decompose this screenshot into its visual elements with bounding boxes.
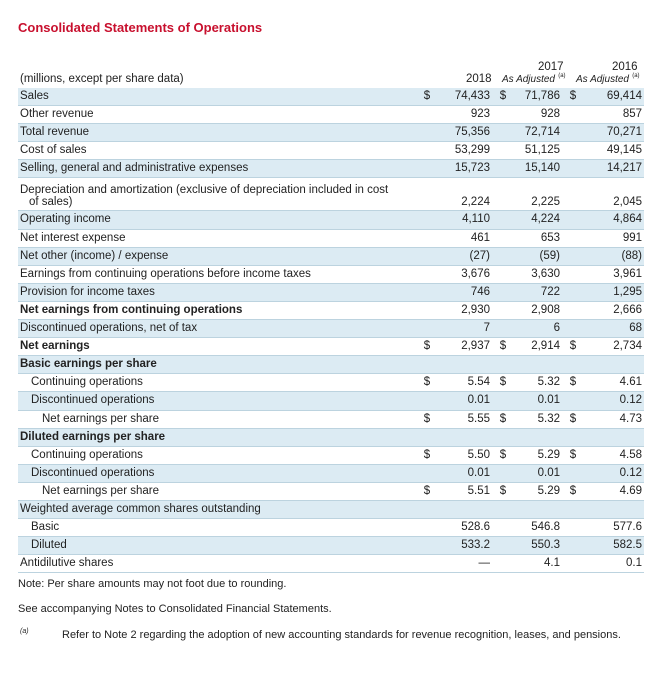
row-label: Net other (income) / expense <box>18 247 414 265</box>
value-2018: 2,930 <box>440 301 494 319</box>
dollar-sign <box>414 178 440 211</box>
row-label: Total revenue <box>18 124 414 142</box>
value-2018: 4,110 <box>440 211 494 229</box>
row-label: Basic <box>18 519 414 537</box>
dollar-sign <box>494 142 512 160</box>
value-2016: 0.12 <box>582 464 644 482</box>
value-2017: 5.32 <box>512 410 564 428</box>
value-2016 <box>582 500 644 518</box>
dollar-sign <box>564 283 582 301</box>
value-2017 <box>512 428 564 446</box>
table-row <box>18 392 644 410</box>
note-mark: (a) <box>558 73 566 80</box>
dollar-sign <box>494 160 512 178</box>
dollar-sign <box>494 555 512 573</box>
dollar-sign: $ <box>494 338 512 356</box>
dollar-sign <box>564 106 582 124</box>
value-2017: 2,908 <box>512 301 564 319</box>
value-2016: 0.12 <box>582 392 644 410</box>
value-2016: (88) <box>582 247 644 265</box>
value-2016: 857 <box>582 106 644 124</box>
dollar-sign <box>494 537 512 555</box>
col-header-2016: 2016 <box>612 61 638 73</box>
table-row <box>18 160 644 178</box>
dollar-sign <box>494 519 512 537</box>
value-2016: 577.6 <box>582 519 644 537</box>
value-2016: 14,217 <box>582 160 644 178</box>
value-2018 <box>440 356 494 374</box>
row-label: Basic earnings per share <box>18 356 414 374</box>
dollar-sign <box>414 301 440 319</box>
row-label: Discontinued operations, net of tax <box>18 320 414 338</box>
col-header-2017: 2017 <box>538 61 564 73</box>
table-row <box>18 178 644 211</box>
row-label: Net earnings <box>18 338 414 356</box>
dollar-sign <box>564 178 582 211</box>
value-2017: 2,914 <box>512 338 564 356</box>
value-2016: 2,045 <box>582 178 644 211</box>
operations-table <box>18 88 644 573</box>
row-label: Antidilutive shares <box>18 555 414 573</box>
dollar-sign <box>564 229 582 247</box>
value-2018: 7 <box>440 320 494 338</box>
dollar-sign: $ <box>414 338 440 356</box>
value-2018: 5.54 <box>440 374 494 392</box>
table-row <box>18 124 644 142</box>
table-row <box>18 410 644 428</box>
value-2017: 0.01 <box>512 392 564 410</box>
row-label: Diluted earnings per share <box>18 428 414 446</box>
value-2016: 68 <box>582 320 644 338</box>
dollar-sign: $ <box>494 410 512 428</box>
value-2018: 746 <box>440 283 494 301</box>
dollar-sign <box>494 265 512 283</box>
value-2017: 5.29 <box>512 446 564 464</box>
statement-title: Consolidated Statements of Operations <box>18 20 263 35</box>
value-2018: 0.01 <box>440 464 494 482</box>
table-row <box>18 464 644 482</box>
value-2018: 75,356 <box>440 124 494 142</box>
dollar-sign <box>414 247 440 265</box>
dollar-sign: $ <box>564 482 582 500</box>
value-2018: 5.50 <box>440 446 494 464</box>
value-2016: 4.61 <box>582 374 644 392</box>
value-2016: 2,666 <box>582 301 644 319</box>
table-row <box>18 247 644 265</box>
value-2016: 2,734 <box>582 338 644 356</box>
dollar-sign <box>564 247 582 265</box>
row-label-line2: of sales) <box>29 196 73 209</box>
dollar-sign <box>414 555 440 573</box>
dollar-sign <box>414 356 440 374</box>
dollar-sign <box>414 392 440 410</box>
table-row <box>18 500 644 518</box>
value-2018: 3,676 <box>440 265 494 283</box>
dollar-sign <box>414 142 440 160</box>
value-2016: 4.69 <box>582 482 644 500</box>
value-2017: 550.3 <box>512 537 564 555</box>
row-label: Earnings from continuing operations before income taxes <box>18 265 414 283</box>
table-row <box>18 356 644 374</box>
value-2017: 722 <box>512 283 564 301</box>
value-2016 <box>582 428 644 446</box>
table-row <box>18 320 644 338</box>
value-2016: 991 <box>582 229 644 247</box>
dollar-sign <box>414 500 440 518</box>
dollar-sign <box>494 283 512 301</box>
dollar-sign <box>564 392 582 410</box>
dollar-sign <box>564 555 582 573</box>
dollar-sign <box>494 500 512 518</box>
value-2018: 461 <box>440 229 494 247</box>
dollar-sign <box>414 320 440 338</box>
dollar-sign <box>564 211 582 229</box>
value-2016: 49,145 <box>582 142 644 160</box>
dollar-sign <box>494 178 512 211</box>
value-2017: 653 <box>512 229 564 247</box>
note-mark: (a) <box>632 73 640 80</box>
row-label <box>18 178 414 211</box>
dollar-sign <box>414 283 440 301</box>
dollar-sign <box>564 320 582 338</box>
dollar-sign <box>414 160 440 178</box>
value-2018: 533.2 <box>440 537 494 555</box>
value-2018: 2,937 <box>440 338 494 356</box>
value-2018: 15,723 <box>440 160 494 178</box>
row-label: Net earnings per share <box>18 482 414 500</box>
table-row <box>18 301 644 319</box>
dollar-sign <box>564 160 582 178</box>
value-2018: — <box>440 555 494 573</box>
dollar-sign <box>494 356 512 374</box>
table-row <box>18 537 644 555</box>
value-2018: 528.6 <box>440 519 494 537</box>
dollar-sign <box>564 301 582 319</box>
row-label: Discontinued operations <box>18 392 414 410</box>
dollar-sign <box>414 519 440 537</box>
row-label: Diluted <box>18 537 414 555</box>
dollar-sign <box>414 537 440 555</box>
value-2017: 4,224 <box>512 211 564 229</box>
adoption-footnote: Refer to Note 2 regarding the adoption of new accounting standards for revenue recognition, leases, and pensions. <box>62 629 621 641</box>
dollar-sign <box>564 519 582 537</box>
value-2017: 15,140 <box>512 160 564 178</box>
value-2017: 546.8 <box>512 519 564 537</box>
col-header-2017-sub: As Adjusted $^{(a)}$ <box>502 73 566 85</box>
table-row <box>18 88 644 106</box>
dollar-sign <box>414 265 440 283</box>
dollar-sign <box>564 124 582 142</box>
dollar-sign <box>414 229 440 247</box>
row-label: Net interest expense <box>18 229 414 247</box>
dollar-sign <box>414 211 440 229</box>
row-label: Cost of sales <box>18 142 414 160</box>
dollar-sign <box>564 500 582 518</box>
dollar-sign <box>494 124 512 142</box>
value-2017: 71,786 <box>512 88 564 106</box>
dollar-sign <box>494 211 512 229</box>
dollar-sign <box>414 106 440 124</box>
col-header-2018: 2018 <box>466 73 492 85</box>
table-row <box>18 482 644 500</box>
col-header-2016-sub: As Adjusted $^{(a)}$ <box>576 73 640 85</box>
value-2017: 72,714 <box>512 124 564 142</box>
dollar-sign: $ <box>414 410 440 428</box>
table-row <box>18 428 644 446</box>
table-row <box>18 283 644 301</box>
row-label: Selling, general and administrative expenses <box>18 160 414 178</box>
value-2016: 3,961 <box>582 265 644 283</box>
dollar-sign: $ <box>564 446 582 464</box>
table-row <box>18 446 644 464</box>
value-2017: 0.01 <box>512 464 564 482</box>
row-label: Net earnings from continuing operations <box>18 301 414 319</box>
value-2018: 2,224 <box>440 178 494 211</box>
value-2016 <box>582 356 644 374</box>
dollar-sign <box>494 247 512 265</box>
row-label: Continuing operations <box>18 446 414 464</box>
units-header: (millions, except per share data) <box>20 73 184 85</box>
dollar-sign <box>494 320 512 338</box>
row-label: Weighted average common shares outstanding <box>18 500 414 518</box>
value-2018 <box>440 428 494 446</box>
value-2016: 70,271 <box>582 124 644 142</box>
value-2016: 1,295 <box>582 283 644 301</box>
dollar-sign <box>564 265 582 283</box>
table-row <box>18 106 644 124</box>
dollar-sign <box>564 428 582 446</box>
value-2018: 5.51 <box>440 482 494 500</box>
value-2018: 5.55 <box>440 410 494 428</box>
dollar-sign: $ <box>494 446 512 464</box>
dollar-sign: $ <box>414 446 440 464</box>
value-2018: (27) <box>440 247 494 265</box>
row-label: Continuing operations <box>18 374 414 392</box>
table-row <box>18 211 644 229</box>
dollar-sign: $ <box>414 482 440 500</box>
value-2018 <box>440 500 494 518</box>
value-2017: 2,225 <box>512 178 564 211</box>
row-label: Operating income <box>18 211 414 229</box>
value-2017: 51,125 <box>512 142 564 160</box>
row-label: Sales <box>18 88 414 106</box>
value-2017: 6 <box>512 320 564 338</box>
dollar-sign: $ <box>564 88 582 106</box>
value-2016: 0.1 <box>582 555 644 573</box>
value-2016: 4.73 <box>582 410 644 428</box>
value-2017: (59) <box>512 247 564 265</box>
table-row <box>18 338 644 356</box>
value-2016: 4,864 <box>582 211 644 229</box>
dollar-sign <box>494 229 512 247</box>
footnote-mark: (a) <box>20 628 29 635</box>
dollar-sign: $ <box>494 374 512 392</box>
dollar-sign: $ <box>564 374 582 392</box>
value-2016: 69,414 <box>582 88 644 106</box>
rounding-note: Note: Per share amounts may not foot due to rounding. <box>18 578 287 590</box>
dollar-sign <box>494 106 512 124</box>
dollar-sign <box>494 301 512 319</box>
dollar-sign <box>564 142 582 160</box>
dollar-sign <box>414 428 440 446</box>
dollar-sign <box>494 392 512 410</box>
dollar-sign: $ <box>564 338 582 356</box>
dollar-sign <box>564 356 582 374</box>
value-2018: 923 <box>440 106 494 124</box>
table-row <box>18 519 644 537</box>
value-2016: 4.58 <box>582 446 644 464</box>
value-2017: 3,630 <box>512 265 564 283</box>
dollar-sign: $ <box>564 410 582 428</box>
table-row <box>18 374 644 392</box>
dollar-sign <box>494 428 512 446</box>
table-row <box>18 229 644 247</box>
table-row <box>18 142 644 160</box>
dollar-sign: $ <box>414 88 440 106</box>
value-2016: 582.5 <box>582 537 644 555</box>
row-label: Provision for income taxes <box>18 283 414 301</box>
dollar-sign: $ <box>494 88 512 106</box>
table-row <box>18 555 644 573</box>
value-2017: 928 <box>512 106 564 124</box>
value-2017 <box>512 500 564 518</box>
table-row <box>18 265 644 283</box>
dollar-sign <box>564 464 582 482</box>
row-label: Net earnings per share <box>18 410 414 428</box>
dollar-sign <box>564 537 582 555</box>
value-2018: 74,433 <box>440 88 494 106</box>
value-2018: 53,299 <box>440 142 494 160</box>
value-2018: 0.01 <box>440 392 494 410</box>
notes-reference: See accompanying Notes to Consolidated Financial Statements. <box>18 603 332 615</box>
row-label: Discontinued operations <box>18 464 414 482</box>
dollar-sign: $ <box>494 482 512 500</box>
dollar-sign <box>414 464 440 482</box>
dollar-sign <box>494 464 512 482</box>
value-2017: 5.29 <box>512 482 564 500</box>
row-label: Other revenue <box>18 106 414 124</box>
value-2017: 4.1 <box>512 555 564 573</box>
row-label-line1: Depreciation and amortization (exclusive of depreciation included in cost <box>20 184 389 197</box>
dollar-sign <box>414 124 440 142</box>
dollar-sign: $ <box>414 374 440 392</box>
value-2017 <box>512 356 564 374</box>
value-2017: 5.32 <box>512 374 564 392</box>
